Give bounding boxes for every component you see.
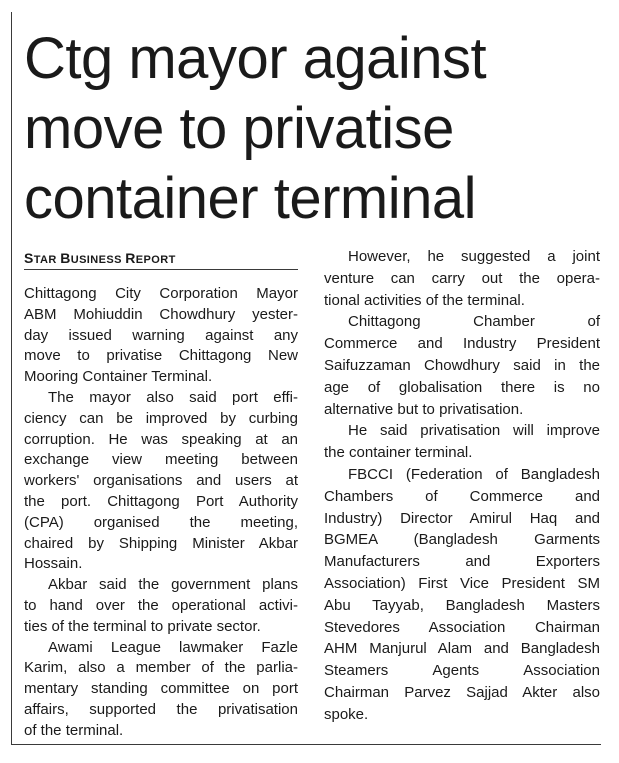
bottom-rule — [11, 744, 601, 745]
text-line: FBCCI (Federation of Bangladesh — [348, 465, 600, 483]
text-line: BGMEA (Bangladesh Garments — [324, 531, 600, 549]
byline — [24, 246, 298, 270]
text-line: affairs, supported the privatisation — [24, 700, 298, 718]
byline-small: EPORT — [135, 254, 176, 266]
text-line: Chittagong Chamber of — [348, 313, 600, 331]
left-body-text — [24, 284, 298, 742]
text-line: ties of the terminal to private sector. — [24, 617, 261, 635]
text-line: Chittagong City Corporation Mayor — [24, 285, 298, 302]
text-line: corruption. He was speaking at an — [24, 430, 298, 448]
text-line: Stevedores Association Chairman — [324, 618, 600, 636]
text-line: move to privatise Chittagong New — [24, 347, 298, 365]
text-line: Chairman Parvez Sajjad Akter also — [324, 683, 600, 701]
text-line: tional activities of the terminal. — [324, 291, 525, 309]
headline-line: container terminal — [24, 166, 476, 231]
byline-cap: S — [24, 250, 34, 266]
text-line: Hossain. — [24, 555, 83, 573]
text-line: The mayor also said port effi- — [48, 388, 298, 406]
text-line: (CPA) organised the meeting, — [24, 513, 298, 531]
text-line: spoke. — [324, 705, 369, 723]
text-line: workers' organisations and users at — [24, 472, 298, 490]
byline-small: USINESS — [70, 254, 126, 266]
right-body-text — [324, 246, 600, 726]
text-line: Manufacturers and Exporters — [324, 553, 600, 571]
text-line: to hand over the operational activi- — [24, 596, 298, 614]
byline-cap: R — [125, 250, 136, 266]
text-line: alternative but to privatisation. — [324, 400, 524, 418]
text-line: Mooring Container Terminal. — [24, 368, 213, 386]
headline — [24, 24, 614, 234]
text-line: ciency can be improved by curbing — [24, 409, 298, 427]
text-line: day issued warning against any — [24, 326, 298, 344]
text-line: Chambers of Commerce and — [324, 487, 600, 505]
text-line: age of globalisation there is no — [324, 378, 600, 396]
text-line: the container terminal. — [324, 444, 473, 462]
text-line: Karim, also a member of the parlia- — [24, 659, 298, 677]
text-line: Akbar said the government plans — [48, 576, 298, 594]
text-line: Saifuzzaman Chowdhury said in the — [324, 356, 600, 374]
headline-line: move to privatise — [24, 96, 454, 161]
text-line: Awami League lawmaker Fazle — [48, 638, 298, 656]
byline-small: TAR — [33, 254, 61, 266]
text-line: Steamers Agents Association — [324, 662, 600, 680]
text-line: ABM Mohiuddin Chowdhury yester- — [24, 305, 298, 323]
right-column — [324, 246, 600, 726]
text-line: Abu Tayyab, Bangladesh Masters — [324, 596, 600, 614]
text-line: chaired by Shipping Minister Akbar — [24, 534, 298, 552]
text-line: mentary standing committee on port — [24, 680, 298, 698]
text-line: venture can carry out the opera- — [324, 269, 600, 287]
text-line: He said privatisation will improve — [348, 422, 600, 440]
text-line: However, he suggested a joint — [348, 248, 600, 265]
text-line: of the terminal. — [24, 721, 124, 739]
text-line: exchange view meeting between — [24, 451, 298, 469]
text-line: AHM Manjurul Alam and Bangladesh — [324, 640, 600, 658]
text-line: Commerce and Industry President — [324, 335, 600, 353]
left-column — [24, 246, 298, 742]
left-rule — [11, 12, 12, 744]
headline-line: Ctg mayor against — [24, 26, 487, 91]
text-line: the port. Chittagong Port Authority — [24, 492, 298, 510]
text-line: Association) First Vice President SM — [324, 574, 600, 592]
byline-cap: B — [60, 250, 71, 266]
text-line: Industry) Director Amirul Haq and — [324, 509, 600, 527]
